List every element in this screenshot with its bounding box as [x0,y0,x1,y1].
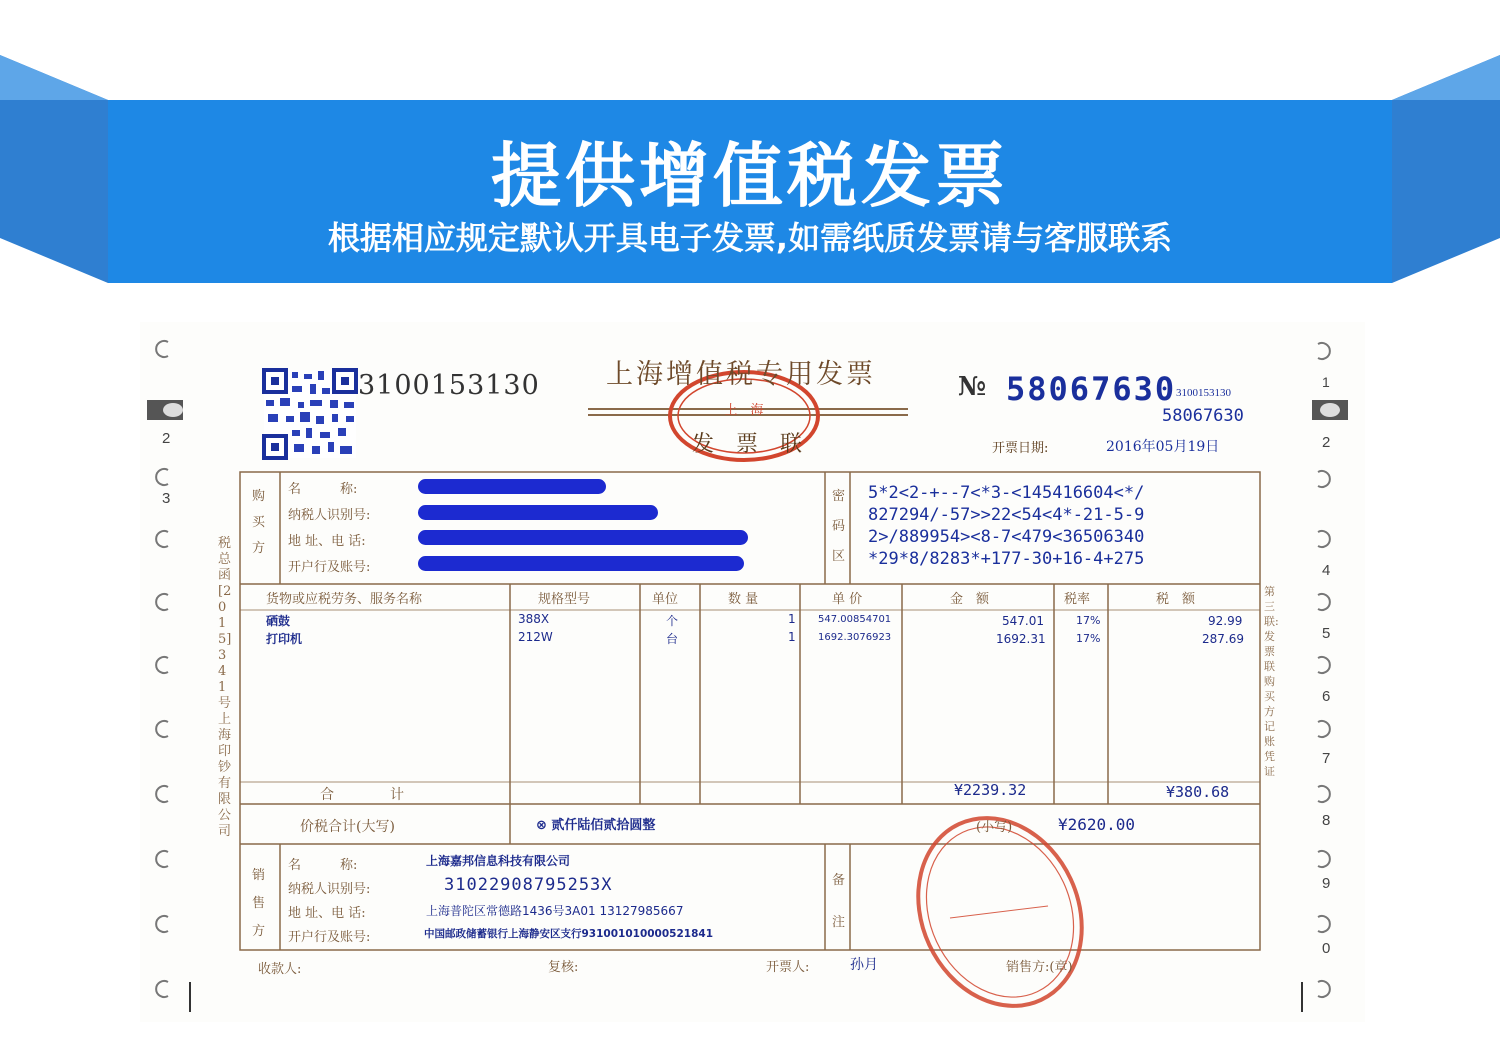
small-label: (小写) [976,820,1013,835]
seller-taxid-label: 纳税人识别号: [288,882,371,897]
copy-notice-vertical: 第三联:发票联 购买方记账凭证 [1264,585,1279,778]
capital-label: 价税合计(大写) [300,819,395,835]
item-rate: 17% [1076,632,1101,645]
remarks-label: 备注 [832,873,846,930]
checker-label: 复核: [548,960,579,975]
cipher-line: *29*8/8283*+177-30+16-4+275 [868,549,1145,569]
item-amount: 547.01 [1002,614,1044,628]
item-price: 547.00854701 [818,614,892,625]
perf-number: 9 [1322,875,1331,892]
invoice-number: 58067630 [1006,370,1177,408]
seller-name-label: 名 称: [288,858,358,873]
invoice-code-small: 3100153130 [1176,387,1231,399]
perf-number: 2 [162,430,171,447]
total-tax: ¥380.68 [1166,783,1230,801]
capital-text-wrap: ⊗ 贰仟陆佰贰拾圆整 [536,818,656,833]
perf-number: 1 [1322,374,1330,390]
invoice-heading: 上海增值税专用发票 [606,359,876,390]
column-header: 数 量 [728,592,759,607]
payee-label: 收款人: [258,962,302,977]
number-symbol: № [958,372,987,402]
buyer-taxid-label: 纳税人识别号: [288,508,371,523]
item-name: 打印机 [266,632,303,646]
side-print-notice: 税总函[2015]341号上海印钞有限公司 [218,536,232,839]
column-header: 单位 [652,592,679,607]
buyer-address-label: 地 址、电 话: [288,534,366,549]
item-tax: 287.69 [1202,632,1244,646]
perf-number: 7 [1322,750,1331,767]
qr-code [264,370,356,458]
seller-bank-label: 开户行及账号: [288,930,371,945]
column-header: 规格型号 [538,592,591,607]
item-price: 1692.3076923 [818,632,892,643]
item-name: 硒鼓 [266,614,291,628]
item-amount: 1692.31 [996,632,1046,646]
seller-bank: 中国邮政储蓄银行上海静安区支行931001010000521841 [424,928,714,940]
perf-number: 6 [1322,688,1331,705]
seller-side-label: 销售方 [252,868,266,939]
buyer-bank-label: 开户行及账号: [288,560,371,575]
banner-subtitle: 根据相应规定默认开具电子发票,如需纸质发票请与客服联系 [327,219,1173,257]
cipher-line: 5*2<2-+--7<*3-<145416604<*/ [868,483,1145,503]
column-header: 税率 [1064,592,1091,607]
item-qty: 1 [788,612,796,626]
item-rate: 17% [1076,614,1101,627]
column-header: 税 额 [1156,592,1196,607]
date-label: 开票日期: [992,441,1049,456]
redaction-bar [418,479,606,494]
item-spec: 388X [518,612,550,626]
seller-name: 上海嘉邦信息科技有限公司 [426,854,571,868]
seller-stamp-label: 销售方:(章) [1006,960,1073,975]
redaction-bar [418,530,748,545]
capital-text: 贰仟陆佰贰拾圆整 [551,818,656,833]
invoice-number-small: 58067630 [1162,406,1244,426]
cipher-block [868,482,1144,570]
total-amount: ¥2239.32 [954,781,1027,799]
item-unit: 台 [666,632,679,646]
perf-number: 4 [1322,562,1331,579]
total-label: 合 计 [320,787,404,803]
redaction-bar [418,556,744,571]
cipher-side-label: 密码区 [832,489,846,564]
seller-taxid: 31022908795253X [444,875,613,895]
column-header: 货物或应税劳务、服务名称 [266,592,423,607]
perf-number: 2 [1322,434,1331,451]
buyer-name-label: 名 称: [288,482,358,497]
cipher-line: 2>/889954><8-7<479<36506340 [868,527,1145,547]
banner-title: 提供增值税发票 [491,135,1009,217]
item-tax: 92.99 [1208,614,1243,628]
perf-number: 8 [1322,812,1331,829]
redaction-bar [418,505,658,520]
perf-number: 0 [1322,940,1331,957]
cipher-line: 827294/-57>>22<54<4*-21-5-9 [868,505,1145,525]
buyer-side-label: 购买方 [252,489,266,556]
perf-number: 3 [162,490,171,507]
svg-text:上 海: 上 海 [724,403,764,418]
invoice-code-left: 3100153130 [358,370,540,401]
seller-address-label: 地 址、电 话: [288,906,366,921]
issuer-name: 孙月 [850,957,878,973]
small-total: ¥2620.00 [1058,815,1136,834]
item-spec: 212W [518,630,553,644]
invoice-copy-label: 发票联 [692,432,825,457]
perf-number: 5 [1322,625,1331,642]
item-qty: 1 [788,630,796,644]
issuer-label: 开票人: [766,960,810,975]
column-header: 金 额 [950,592,990,607]
item-unit: 个 [666,614,679,628]
column-header: 单 价 [832,592,863,607]
seller-address: 上海普陀区常德路1436号3A01 13127985667 [426,904,684,918]
invoice-paper [140,322,1365,1022]
invoice-date: 2016年05月19日 [1106,439,1220,455]
banner [0,0,1500,300]
